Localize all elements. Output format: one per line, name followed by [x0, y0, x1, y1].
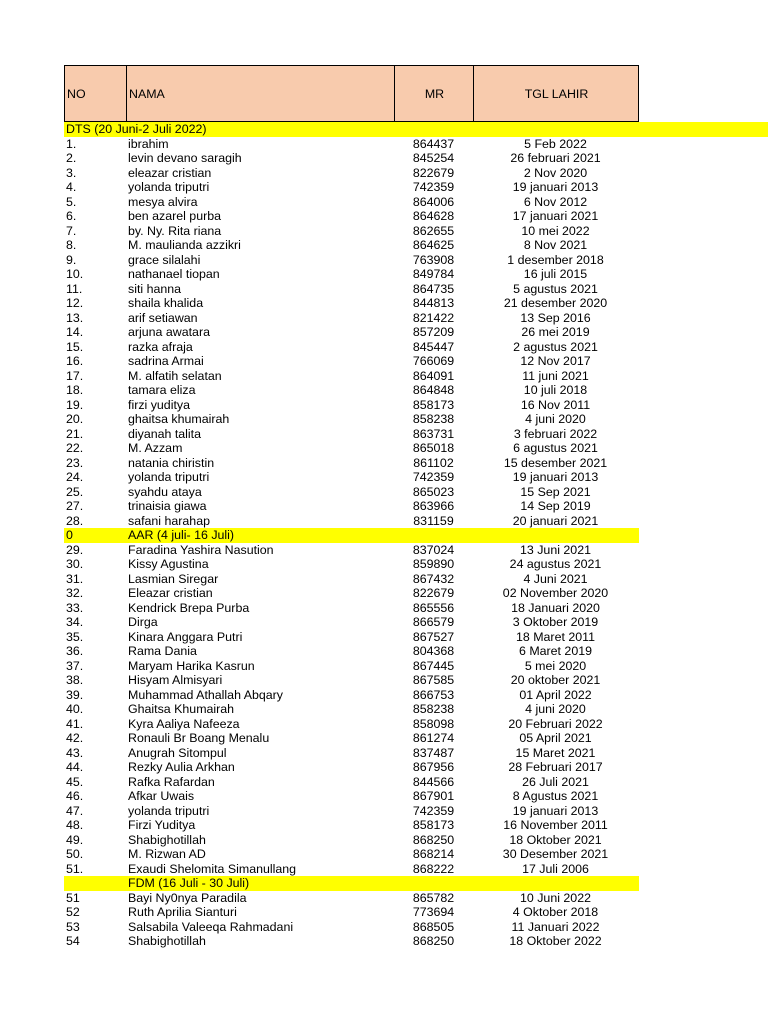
section-number: 0 [66, 528, 73, 542]
row-nama: yolanda triputri [128, 180, 210, 194]
row-tgl-lahir: 12 Nov 2017 [520, 354, 591, 368]
header-nama: NAMA [126, 66, 393, 121]
section-header-row [64, 876, 639, 891]
row-mr: 763908 [412, 252, 455, 267]
row-no: 37. [66, 658, 84, 673]
row-tgl-lahir: 11 juni 2021 [522, 368, 589, 383]
table-row [0, 746, 768, 761]
row-tgl-lahir: 14 Sep 2019 [520, 499, 591, 513]
row-tgl-lahir: 6 Nov 2012 [523, 194, 588, 209]
row-nama: Ruth Aprilia Sianturi [128, 905, 237, 919]
row-no: 22. [66, 441, 84, 455]
row-nama: eleazar cristian [128, 165, 212, 180]
table-row [0, 688, 768, 703]
row-mr: 868505 [412, 919, 455, 934]
row-no: 53 [66, 919, 80, 934]
row-tgl-lahir: 17 Juli 2006 [522, 861, 589, 876]
row-no: 2. [66, 151, 77, 165]
row-tgl-lahir: 6 Maret 2019 [518, 644, 592, 658]
row-nama: safani harahap [128, 513, 210, 528]
table-row [0, 731, 768, 746]
row-no: 41. [66, 716, 84, 731]
row-no: 52 [66, 905, 80, 919]
row-no: 18. [66, 383, 84, 397]
table-row [0, 340, 768, 355]
table-row [0, 586, 768, 601]
row-mr: 863731 [412, 426, 455, 441]
row-mr: 866753 [412, 687, 455, 702]
row-tgl-lahir: 3 februari 2022 [513, 426, 598, 441]
row-tgl-lahir: 15 Maret 2021 [515, 745, 596, 760]
table-header [64, 65, 639, 122]
row-tgl-lahir: 26 mei 2019 [521, 325, 590, 339]
row-nama: yolanda triputri [128, 470, 210, 484]
row-tgl-lahir: 16 juli 2015 [523, 267, 588, 281]
row-nama: M. alfatih selatan [128, 368, 222, 383]
row-no: 11. [66, 281, 83, 296]
row-nama: Kinara Anggara Putri [128, 629, 243, 644]
row-no: 21. [66, 426, 84, 441]
row-nama: sadrina Armai [128, 354, 204, 368]
row-mr: 866579 [412, 615, 455, 629]
row-no: 27. [66, 499, 84, 513]
row-mr: 867585 [412, 673, 455, 687]
row-mr: 845447 [412, 339, 455, 354]
row-tgl-lahir: 01 April 2022 [519, 687, 592, 702]
row-no: 5. [66, 194, 77, 209]
row-tgl-lahir: 19 januari 2013 [512, 470, 599, 484]
table-row [0, 644, 768, 659]
row-no: 23. [66, 455, 84, 470]
row-no: 43. [66, 745, 84, 760]
row-tgl-lahir: 10 Juni 2022 [520, 890, 591, 905]
table-row [0, 775, 768, 790]
table-row [0, 195, 768, 210]
row-mr: 862655 [412, 223, 455, 238]
row-no: 54 [66, 934, 80, 948]
row-mr: 845254 [412, 151, 455, 165]
row-nama: firzi yuditya [128, 397, 190, 412]
row-nama: mesya alvira [128, 194, 198, 209]
row-no: 1. [66, 136, 77, 151]
row-tgl-lahir: 30 Desember 2021 [502, 847, 609, 861]
table-row [0, 412, 768, 427]
row-tgl-lahir: 21 desember 2020 [503, 296, 608, 310]
row-no: 49. [66, 832, 84, 847]
row-nama: M. maulianda azzikri [128, 238, 241, 252]
row-nama: Maryam Harika Kasrun [128, 658, 255, 673]
row-tgl-lahir: 18 Oktober 2021 [509, 832, 602, 847]
row-nama: tamara eliza [128, 383, 196, 397]
table-row [0, 934, 768, 949]
row-nama: M. Rizwan AD [128, 847, 206, 861]
row-tgl-lahir: 4 juni 2020 [525, 702, 586, 716]
table-row [0, 369, 768, 384]
row-no: 42. [66, 731, 84, 745]
row-tgl-lahir: 1 desember 2018 [507, 252, 604, 267]
table-row [0, 804, 768, 819]
table-row [0, 862, 768, 877]
row-mr: 865782 [412, 890, 455, 905]
row-tgl-lahir: 05 April 2021 [519, 731, 592, 745]
row-nama: ghaitsa khumairah [128, 412, 230, 426]
row-nama: siti hanna [128, 281, 182, 296]
row-nama: Anugrah Sitompul [128, 745, 227, 760]
table-row [0, 905, 768, 920]
row-no: 14. [66, 325, 84, 339]
row-mr: 773694 [412, 905, 455, 919]
row-tgl-lahir: 18 Oktober 2022 [509, 934, 602, 948]
table-row [0, 499, 768, 514]
row-mr: 861274 [412, 731, 455, 745]
row-tgl-lahir: 8 Agustus 2021 [512, 789, 599, 803]
row-nama: Kyra Aaliya Nafeeza [128, 716, 240, 731]
row-nama: Muhammad Athallah Abqary [128, 687, 283, 702]
row-mr: 867445 [412, 658, 455, 673]
row-mr: 858238 [412, 702, 455, 716]
row-mr: 858098 [412, 716, 455, 731]
section-label: AAR (4 juli- 16 Juli) [128, 528, 235, 542]
row-tgl-lahir: 4 juni 2020 [525, 412, 586, 426]
row-no: 9. [66, 252, 77, 267]
row-nama: Rama Dania [128, 644, 197, 658]
table-row [0, 137, 768, 152]
row-no: 24. [66, 470, 84, 484]
table-row [0, 818, 768, 833]
row-mr: 865018 [412, 441, 455, 455]
row-tgl-lahir: 4 Oktober 2018 [512, 905, 599, 919]
row-mr: 864437 [412, 136, 455, 151]
row-nama: grace silalahi [128, 252, 201, 267]
row-tgl-lahir: 24 agustus 2021 [509, 557, 602, 571]
row-no: 44. [66, 760, 84, 774]
row-no: 6. [66, 209, 77, 223]
table-row [0, 572, 768, 587]
row-no: 33. [66, 600, 84, 615]
row-tgl-lahir: 18 Januari 2020 [511, 600, 600, 615]
row-tgl-lahir: 28 Februari 2017 [508, 760, 603, 774]
row-mr: 865023 [412, 484, 455, 499]
row-tgl-lahir: 13 Sep 2016 [520, 310, 591, 325]
row-tgl-lahir: 18 Maret 2011 [516, 629, 595, 644]
row-nama: shaila khalida [128, 296, 204, 310]
row-mr: 867432 [412, 571, 455, 586]
row-no: 8. [66, 238, 77, 252]
table-row [0, 238, 768, 253]
row-nama: M. Azzam [128, 441, 183, 455]
row-mr: 742359 [412, 180, 455, 194]
row-no: 25. [66, 484, 84, 499]
row-mr: 863966 [412, 499, 455, 513]
table-row [0, 296, 768, 311]
table-row [0, 282, 768, 297]
row-mr: 831159 [413, 513, 454, 528]
row-tgl-lahir: 8 Nov 2021 [523, 238, 588, 252]
row-tgl-lahir: 15 Sep 2021 [520, 484, 591, 499]
row-mr: 861102 [413, 455, 454, 470]
section-header-row [64, 528, 639, 543]
row-mr: 837024 [412, 542, 455, 557]
row-no: 46. [66, 789, 84, 803]
table-row [0, 717, 768, 732]
row-mr: 844813 [412, 296, 455, 310]
table-row [0, 470, 768, 485]
row-nama: arjuna awatara [128, 325, 210, 339]
row-mr: 868250 [412, 832, 455, 847]
table-row [0, 441, 768, 456]
row-tgl-lahir: 10 mei 2022 [521, 223, 590, 238]
row-nama: by. Ny. Rita riana [128, 223, 222, 238]
row-nama: Salsabila Valeeqa Rahmadani [128, 919, 294, 934]
row-tgl-lahir: 10 juli 2018 [523, 383, 588, 397]
row-tgl-lahir: 5 Feb 2022 [524, 136, 587, 151]
row-no: 19. [66, 397, 84, 412]
row-no: 36. [66, 644, 84, 658]
row-nama: Exaudi Shelomita Simanullang [128, 861, 297, 876]
row-mr: 864628 [412, 209, 455, 223]
row-no: 47. [66, 803, 84, 818]
row-tgl-lahir: 02 November 2020 [502, 586, 609, 600]
row-nama: Shabighotillah [128, 934, 206, 948]
row-mr: 858173 [412, 397, 455, 412]
row-nama: Lasmian Siregar [128, 571, 219, 586]
row-no: 17. [66, 368, 84, 383]
row-no: 4. [66, 180, 77, 194]
section-label: FDM (16 Juli - 30 Juli) [128, 876, 250, 890]
row-mr: 864625 [412, 238, 455, 252]
row-tgl-lahir: 20 oktober 2021 [510, 673, 601, 687]
table-row [0, 166, 768, 181]
row-nama: arif setiawan [128, 310, 198, 325]
row-mr: 766069 [412, 354, 455, 368]
row-no: 51. [66, 861, 84, 876]
table-row [0, 920, 768, 935]
table-row [0, 659, 768, 674]
table-row [0, 267, 768, 282]
row-no: 51 [66, 890, 80, 905]
table-row [0, 615, 768, 630]
header-tgl-lahir: TGL LAHIR [473, 66, 639, 121]
row-tgl-lahir: 13 Juni 2021 [520, 542, 591, 557]
row-no: 50. [66, 847, 84, 861]
row-nama: nathanael tiopan [128, 267, 220, 281]
row-no: 20. [66, 412, 84, 426]
row-tgl-lahir: 19 januari 2013 [512, 180, 599, 194]
row-mr: 858173 [412, 818, 455, 832]
row-nama: Afkar Uwais [128, 789, 195, 803]
row-no: 45. [66, 774, 84, 789]
row-nama: Kissy Agustina [128, 557, 209, 571]
row-no: 34. [66, 615, 84, 629]
row-no: 40. [66, 702, 84, 716]
row-nama: yolanda triputri [128, 803, 210, 818]
row-nama: syahdu ataya [128, 484, 202, 499]
table-row [0, 630, 768, 645]
table-row [0, 673, 768, 688]
row-mr: 864848 [412, 383, 455, 397]
row-tgl-lahir: 11 Januari 2022 [511, 919, 600, 934]
row-tgl-lahir: 26 Juli 2021 [522, 774, 589, 789]
row-mr: 742359 [412, 803, 455, 818]
row-mr: 857209 [412, 325, 455, 339]
row-nama: natania chiristin [128, 455, 215, 470]
table-row [0, 557, 768, 572]
table-row [0, 383, 768, 398]
row-tgl-lahir: 16 November 2011 [503, 818, 608, 832]
row-nama: Dirga [128, 615, 158, 629]
row-no: 7. [66, 223, 77, 238]
row-tgl-lahir: 4 Juni 2021 [523, 571, 588, 586]
table-row [0, 224, 768, 239]
table-row [0, 847, 768, 862]
header-mr: MR [394, 66, 474, 121]
row-mr: 804368 [412, 644, 455, 658]
row-nama: levin devano saragih [128, 151, 242, 165]
row-no: 12. [66, 296, 84, 310]
row-mr: 858238 [412, 412, 455, 426]
row-mr: 822679 [412, 586, 455, 600]
row-tgl-lahir: 17 januari 2021 [512, 209, 599, 223]
table-row [0, 485, 768, 500]
row-nama: razka afraja [128, 339, 193, 354]
row-no: 13. [66, 310, 84, 325]
row-nama: trinaisia giawa [128, 499, 207, 513]
table-row [0, 427, 768, 442]
row-no: 31. [66, 571, 84, 586]
row-mr: 867527 [412, 629, 455, 644]
table-row [0, 253, 768, 268]
table-row [0, 151, 768, 166]
row-no: 39. [66, 687, 84, 702]
row-tgl-lahir: 19 januari 2013 [512, 803, 599, 818]
row-mr: 864006 [412, 194, 455, 209]
row-no: 16. [66, 354, 84, 368]
row-tgl-lahir: 26 februari 2021 [510, 151, 601, 165]
table-row [0, 833, 768, 848]
row-mr: 864735 [412, 281, 455, 296]
table-row [0, 311, 768, 326]
row-mr: 865556 [412, 600, 455, 615]
table-row [0, 789, 768, 804]
table-row [0, 702, 768, 717]
row-no: 3. [66, 165, 77, 180]
row-nama: Ghaitsa Khumairah [128, 702, 235, 716]
row-nama: ibrahim [128, 136, 169, 151]
table-row [0, 209, 768, 224]
row-no: 15. [66, 339, 84, 354]
table-row [0, 325, 768, 340]
row-tgl-lahir: 5 agustus 2021 [513, 281, 598, 296]
row-tgl-lahir: 6 agustus 2021 [513, 441, 598, 455]
row-nama: Rezky Aulia Arkhan [128, 760, 235, 774]
row-mr: 822679 [412, 165, 455, 180]
row-mr: 868222 [412, 861, 455, 876]
row-tgl-lahir: 16 Nov 2011 [520, 397, 591, 412]
table-row [0, 354, 768, 369]
row-mr: 868214 [412, 847, 455, 861]
row-nama: Bayi Ny0nya Paradila [128, 890, 247, 905]
row-tgl-lahir: 3 Oktober 2019 [512, 615, 599, 629]
row-mr: 844566 [412, 774, 455, 789]
row-tgl-lahir: 20 Februari 2022 [508, 716, 603, 731]
row-no: 48. [66, 818, 84, 832]
section-header-row [64, 122, 768, 137]
row-mr: 821422 [412, 310, 455, 325]
row-tgl-lahir: 20 januari 2021 [512, 513, 599, 528]
row-nama: Hisyam Almisyari [128, 673, 223, 687]
row-tgl-lahir: 5 mei 2020 [524, 658, 587, 673]
row-nama: Ronauli Br Boang Menalu [128, 731, 270, 745]
row-nama: diyanah talita [128, 426, 202, 441]
table-row [0, 760, 768, 775]
table-row [0, 891, 768, 906]
row-nama: Firzi Yuditya [128, 818, 196, 832]
row-no: 29. [66, 542, 84, 557]
row-mr: 867956 [412, 760, 455, 774]
row-mr: 868250 [412, 934, 455, 948]
row-nama: Kendrick Brepa Purba [128, 600, 250, 615]
header-no: NO [67, 86, 86, 101]
row-nama: Rafka Rafardan [128, 774, 215, 789]
row-tgl-lahir: 15 desember 2021 [503, 455, 608, 470]
row-no: 32. [66, 586, 84, 600]
table-row [0, 398, 768, 413]
table-row [0, 601, 768, 616]
row-mr: 864091 [412, 368, 455, 383]
row-tgl-lahir: 2 Nov 2020 [523, 165, 588, 180]
row-nama: Faradina Yashira Nasution [128, 542, 274, 557]
row-no: 10. [66, 267, 84, 281]
row-mr: 859890 [412, 557, 455, 571]
row-nama: ben azarel purba [128, 209, 221, 223]
table-row [0, 543, 768, 558]
table-row [0, 456, 768, 471]
row-no: 35. [66, 629, 84, 644]
table-row [0, 180, 768, 195]
row-mr: 849784 [412, 267, 455, 281]
row-mr: 837487 [412, 745, 455, 760]
row-no: 30. [66, 557, 84, 571]
row-no: 28. [66, 513, 84, 528]
row-mr: 742359 [412, 470, 455, 484]
row-no: 38. [66, 673, 84, 687]
row-nama: Eleazar cristian [128, 586, 213, 600]
row-nama: Shabighotillah [128, 832, 206, 847]
row-mr: 867901 [412, 789, 455, 803]
table-row [0, 514, 768, 529]
section-label: DTS (20 Juni-2 Juli 2022) [66, 122, 207, 136]
row-tgl-lahir: 2 agustus 2021 [513, 339, 598, 354]
